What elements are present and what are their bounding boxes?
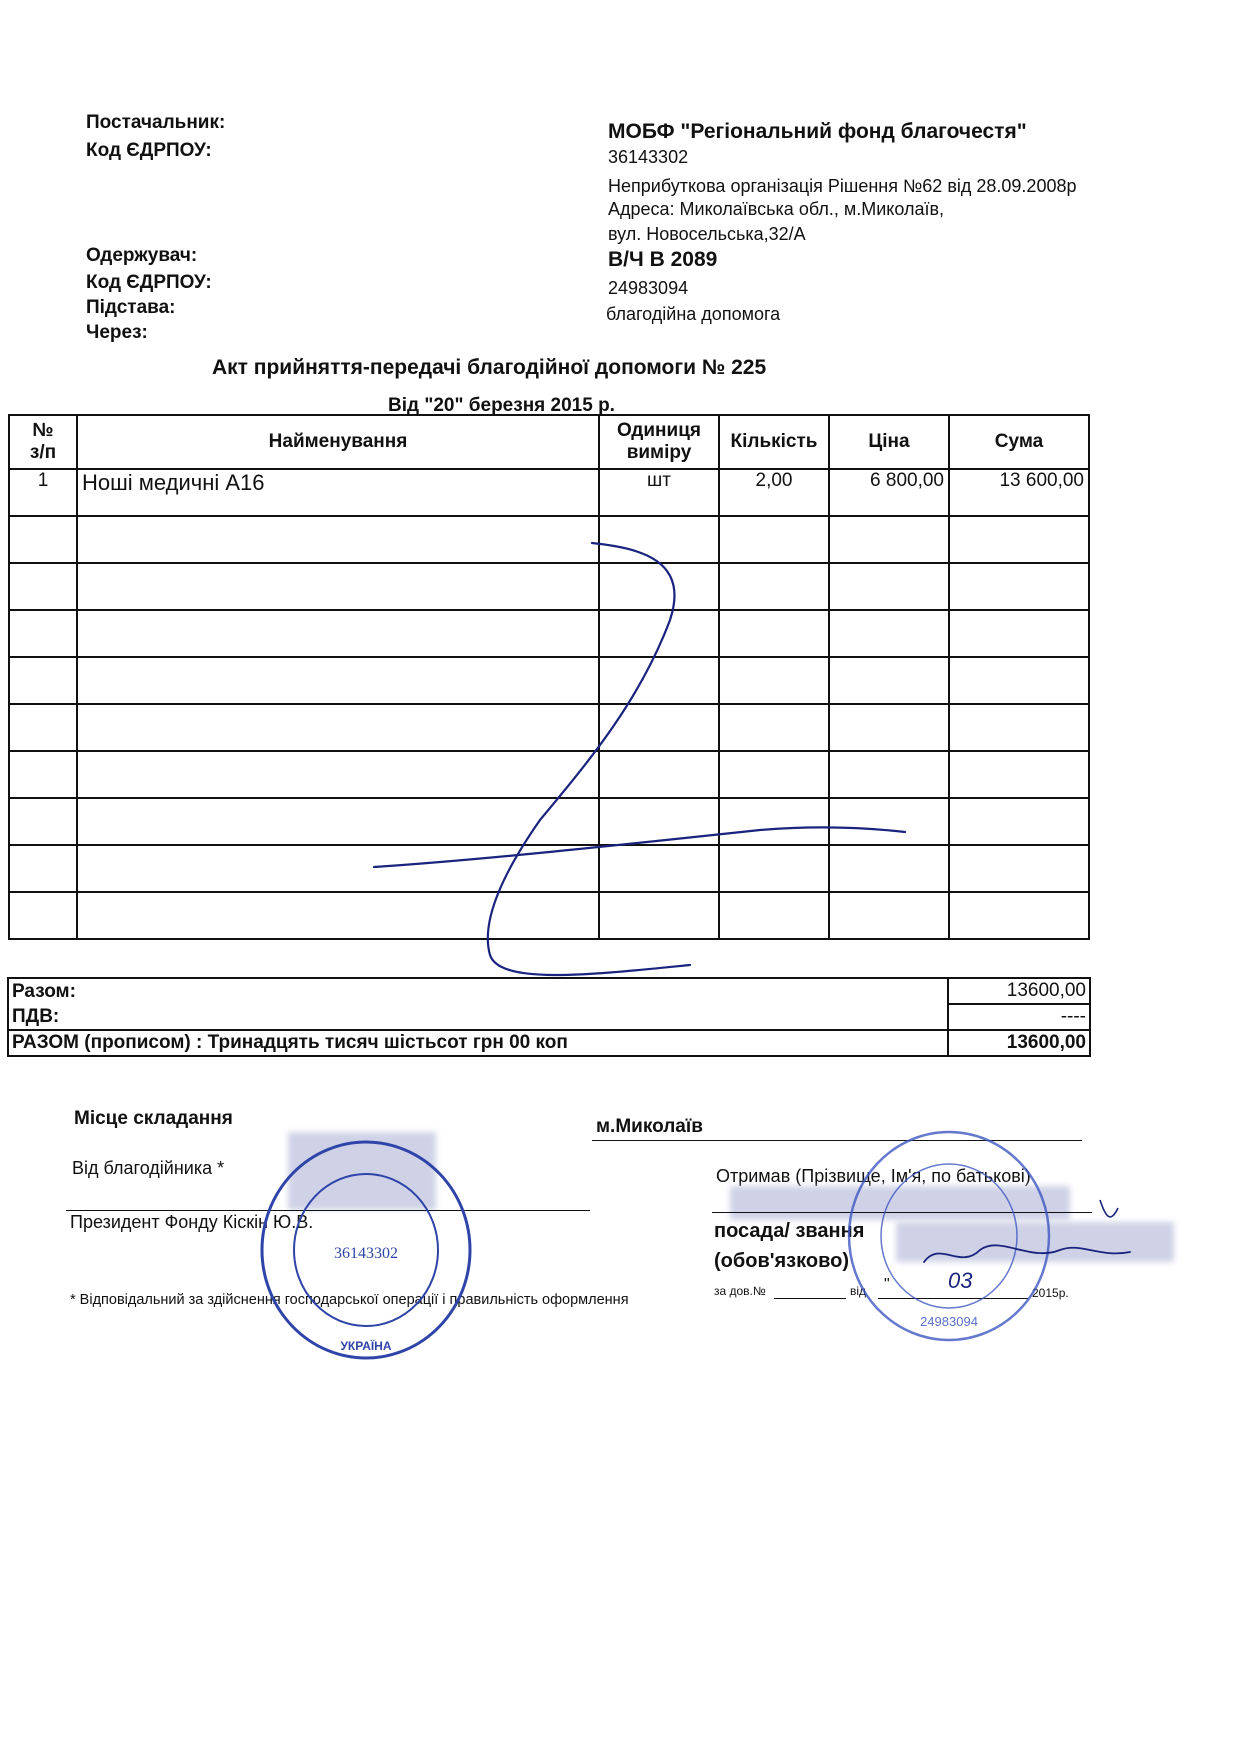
supplier-note: Неприбуткова організація Рішення №62 від 28.09.2008р — [608, 176, 1077, 196]
recipient-name: В/Ч В 2089 — [608, 248, 718, 271]
recipient-initial-mark — [1100, 1200, 1118, 1217]
supplier-name: МОБФ "Регіональний фонд благочестя" — [608, 120, 1027, 143]
recipient-code: 24983094 — [608, 278, 689, 298]
mandatory-label: (обов'язково) — [714, 1250, 849, 1272]
document-title: Акт прийняття-передачі благодійної допомоги № 225 — [212, 356, 767, 379]
recipient-label: Одержувач: — [86, 245, 198, 266]
header-name: Найменування — [77, 415, 599, 469]
subtotal-label: Разом: — [8, 978, 948, 1004]
supplier-label: Постачальник: — [86, 112, 226, 133]
total-words-label: РАЗОМ (прописом) : Тринадцять тисяч шістьсот грн 00 коп — [8, 1030, 948, 1056]
president-label: Президент Фонду Кіскін Ю.В. — [70, 1212, 314, 1232]
donor-label: Від благодійника * — [72, 1158, 225, 1178]
row-sum: 13 600,00 — [949, 469, 1089, 516]
row-name: Ноші медичні А16 — [77, 469, 599, 516]
subtotal-value: 13600,00 — [948, 978, 1090, 1004]
header-price: Ціна — [829, 415, 949, 469]
received-label: Отримав (Прізвище, Ім'я, по батькові) — [716, 1166, 1031, 1186]
recipient-code-label: Код ЄДРПОУ: — [86, 272, 212, 293]
position-label: посада/ звання — [714, 1220, 865, 1242]
from-label: від — [850, 1284, 867, 1298]
header-num-line1: № — [32, 420, 54, 441]
header-sum: Сума — [949, 415, 1089, 469]
header-num-line2: з/п — [29, 442, 57, 463]
recipient-signature — [924, 1245, 1130, 1262]
date-day-mark: " — [884, 1276, 890, 1293]
supplier-code: 36143302 — [608, 147, 689, 167]
vat-label: ПДВ: — [8, 1004, 948, 1030]
recipient-via-label: Через: — [86, 322, 148, 343]
month-handwritten: 03 — [948, 1268, 973, 1293]
place-value: м.Миколаїв — [596, 1116, 703, 1137]
place-label: Місце складання — [74, 1108, 233, 1129]
header-unit-line1: Одиниця — [617, 420, 701, 441]
row-price: 6 800,00 — [829, 469, 949, 516]
document-date: Від "20" березня 2015 р. — [388, 395, 615, 416]
footnote: * Відповідальний за здійснення господарської операції і правильність оформлення — [70, 1292, 629, 1308]
supplier-address-line2: вул. Новосельська,32/А — [608, 224, 806, 244]
row-num: 1 — [9, 469, 77, 516]
supplier-address-line1: Адреса: Миколаївська обл., м.Миколаїв, — [608, 199, 945, 219]
vat-value: ---- — [948, 1004, 1090, 1030]
recipient-basis-label: Підстава: — [86, 297, 176, 318]
left-stamp-country: УКРАЇНА — [340, 1339, 392, 1353]
recipient-basis: благодійна допомога — [606, 304, 781, 324]
row-qty: 2,00 — [719, 469, 829, 516]
power-of-attorney-label: за дов.№ — [714, 1284, 766, 1298]
year-label: 2015р. — [1032, 1286, 1069, 1300]
header-unit-line2: виміру — [626, 442, 692, 463]
header-qty: Кількість — [719, 415, 829, 469]
row-unit: шт — [599, 469, 719, 516]
total-words-value: 13600,00 — [948, 1030, 1090, 1056]
left-stamp-code: 36143302 — [334, 1245, 398, 1262]
right-stamp-code: 24983094 — [920, 1314, 978, 1329]
supplier-code-label: Код ЄДРПОУ: — [86, 140, 212, 161]
